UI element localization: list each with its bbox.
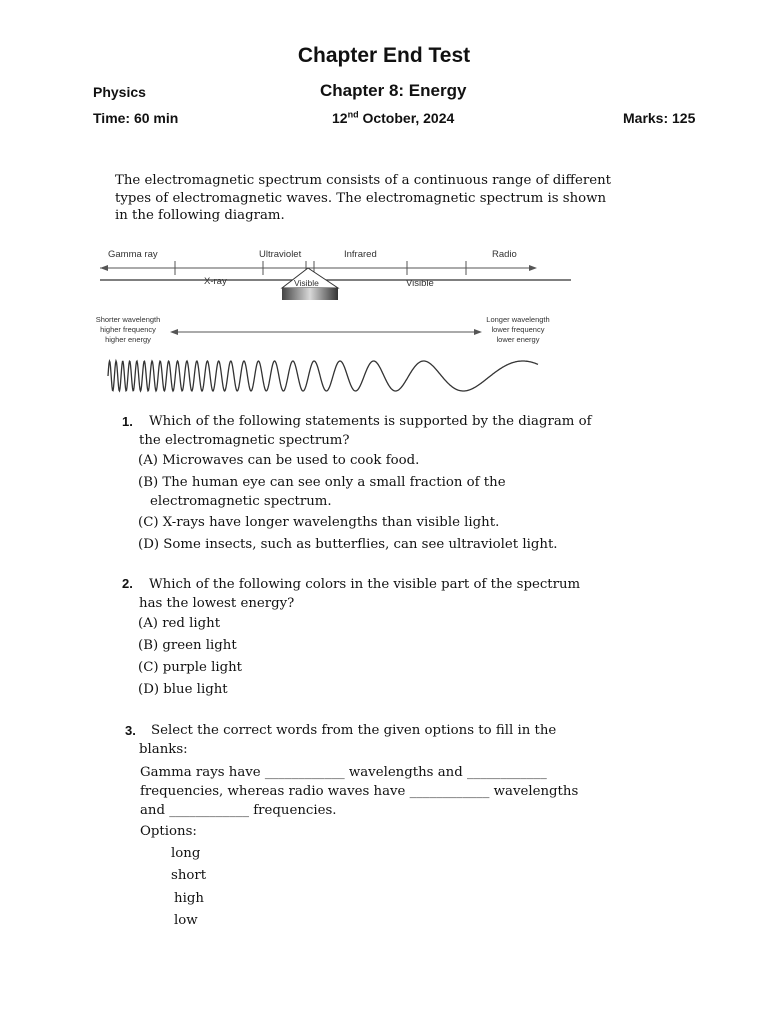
question-number: 3. [125,723,136,738]
option-word: long [171,846,201,861]
caption-left-2: higher frequency [100,325,156,334]
options-label: Options: [140,824,197,839]
double-arrow-left-icon [170,329,178,335]
option-c: (C) purple light [138,660,242,675]
caption-left-3: higher energy [105,335,151,344]
label-gamma-ray: Gamma ray [108,249,158,260]
option-a: (A) Microwaves can be used to cook food. [138,453,420,468]
option-word: short [171,868,207,883]
subject-label: Physics [93,84,146,100]
stem-line: blanks: [139,742,188,757]
question-number: 1. [122,414,133,429]
caption-left-1: Shorter wavelength [95,315,161,324]
stem-line: the electromagnetic spectrum? [139,433,350,448]
time-label: Time: 60 min [93,110,179,126]
stem-line: Which of the following statements is supported by the diagram of [149,414,592,429]
option-a: (A) red light [138,616,221,631]
question-stem [139,575,580,613]
label-radio: Radio [492,249,517,260]
label-ultraviolet: Ultraviolet [259,249,302,260]
fill-in-blanks [140,763,578,820]
visible-band [282,288,338,300]
label-infrared: Infrared [344,249,377,260]
fill-line: and ____________ frequencies. [140,803,337,818]
option-b: (B) green light [138,638,237,653]
date-label: 12nd October, 2024 [332,109,455,126]
intro-line: types of electromagnetic waves. The electromagnetic spectrum is shown [115,190,607,206]
fill-line: Gamma rays have ____________ wavelengths and ____________ [140,765,547,780]
stem-line: has the lowest energy? [139,596,295,611]
caption-right-3: lower energy [496,335,540,344]
question-number: 2. [122,576,133,591]
arrow-right-icon [529,265,537,271]
intro-line: in the following diagram. [115,208,285,223]
caption-right-2: lower frequency [491,325,545,334]
option-word: low [174,913,198,928]
option-word: high [174,891,204,906]
stem-line: Select the correct words from the given options to fill in the [151,723,557,738]
caption-right-1: Longer wavelength [486,315,550,324]
fill-line: frequencies, whereas radio waves have ____________ wavelengths [140,784,579,799]
option-c: (C) X-rays have longer wavelengths than visible light. [138,515,500,530]
label-visible: Visible [294,278,319,288]
intro-paragraph [115,172,611,225]
option-d: (D) blue light [138,682,228,697]
wave-icon [108,361,538,391]
marks-label: Marks: 125 [623,110,696,126]
intro-line: The electromagnetic spectrum consists of a continuous range of different [115,173,611,188]
label-x-ray: X-ray [204,276,227,287]
question-stem [139,721,556,759]
question-stem [139,412,592,450]
page-title: Chapter End Test [297,44,471,67]
stem-line: Which of the following colors in the visible part of the spectrum [149,577,581,592]
double-arrow-right-icon [474,329,482,335]
arrow-left-icon [100,265,108,271]
option-d: (D) Some insects, such as butterflies, can see ultraviolet light. [138,537,558,552]
em-spectrum-diagram [88,240,578,398]
option-b: (B) The human eye can see only a small fraction of the [138,475,506,490]
label-microwave: Visible [406,278,434,289]
option-b-continued: electromagnetic spectrum. [150,494,332,509]
chapter-title: Chapter 8: Energy [320,81,467,100]
